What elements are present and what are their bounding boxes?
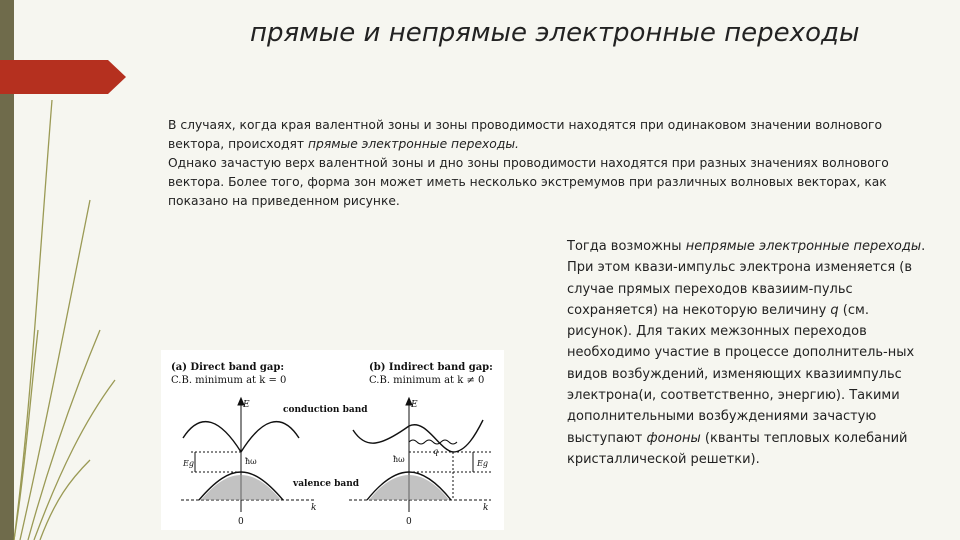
fig-a-zero: 0	[238, 517, 244, 527]
fig-b-e-label: E	[411, 400, 418, 410]
fig-b-hw-label: ħω	[393, 455, 405, 464]
fig-a-title: (a) Direct band gap:	[171, 362, 285, 373]
fig-b-eg-label: Eg	[477, 459, 488, 468]
fig-b-q-label: q	[433, 447, 439, 456]
intro-line-1	[168, 116, 928, 154]
side-q: q	[830, 302, 839, 318]
side-paragraph	[567, 236, 937, 470]
fig-a-eg-label: Eg	[183, 459, 194, 468]
intro-text-a: В случаях, когда края валентной зоны и зоны проводимости находятся при одинаковом значении волнового вектора, происходят	[168, 118, 883, 151]
fig-a-sub: C.B. minimum at k = 0	[171, 375, 287, 386]
red-arrow-marker	[0, 60, 126, 94]
fig-a-k-label: k	[311, 503, 317, 513]
side-text-1: Тогда возможны	[567, 239, 686, 254]
side-text-3: (см. рисунок). Для таких межзонных переходов необходимо участие в процессе дополнитель-ных видов возбуждений, изменяющих квазиимпульс электрона(и, соответственно, энергию). Такими дополнительными возбуждениями зачастую выступают	[567, 302, 915, 446]
slide-title: прямые и непрямые электронные переходы	[250, 18, 860, 48]
intro-paragraph	[168, 116, 928, 211]
fig-b-k-label: k	[483, 503, 489, 513]
fig-conduction-label: conduction band	[283, 405, 368, 415]
side-emphasis-1: непрямые электронные переходы	[685, 239, 922, 254]
fig-valence-label: valence band	[293, 479, 360, 489]
fig-a-hw-label: ħω	[245, 457, 257, 466]
intro-line-2: Однако зачастую верх валентной зоны и дно зоны проводимости находятся при разных значениях волнового вектора. Более того, форма зон может иметь несколько экстремумов при различных волновых векторах, как показано на приведенном рисунке.	[168, 156, 889, 208]
side-text-2: . При этом квази-импульс электрона изменяется (в случае прямых переходов квазиим-пульс сохраняется) на некоторую величину	[567, 239, 926, 318]
band-gap-figure	[161, 350, 504, 530]
fig-a-e-label: E	[243, 400, 250, 410]
side-text-4: (кванты тепловых колебаний кристаллической решетки).	[567, 430, 908, 467]
band-diagram	[161, 350, 504, 530]
fig-b-title: (b) Indirect band gap:	[369, 362, 493, 373]
side-emphasis-phonons: фононы	[646, 430, 701, 446]
intro-emphasis: прямые электронные переходы.	[307, 137, 519, 151]
fig-b-zero: 0	[406, 517, 412, 527]
fig-b-sub: C.B. minimum at k ≠ 0	[369, 375, 485, 386]
